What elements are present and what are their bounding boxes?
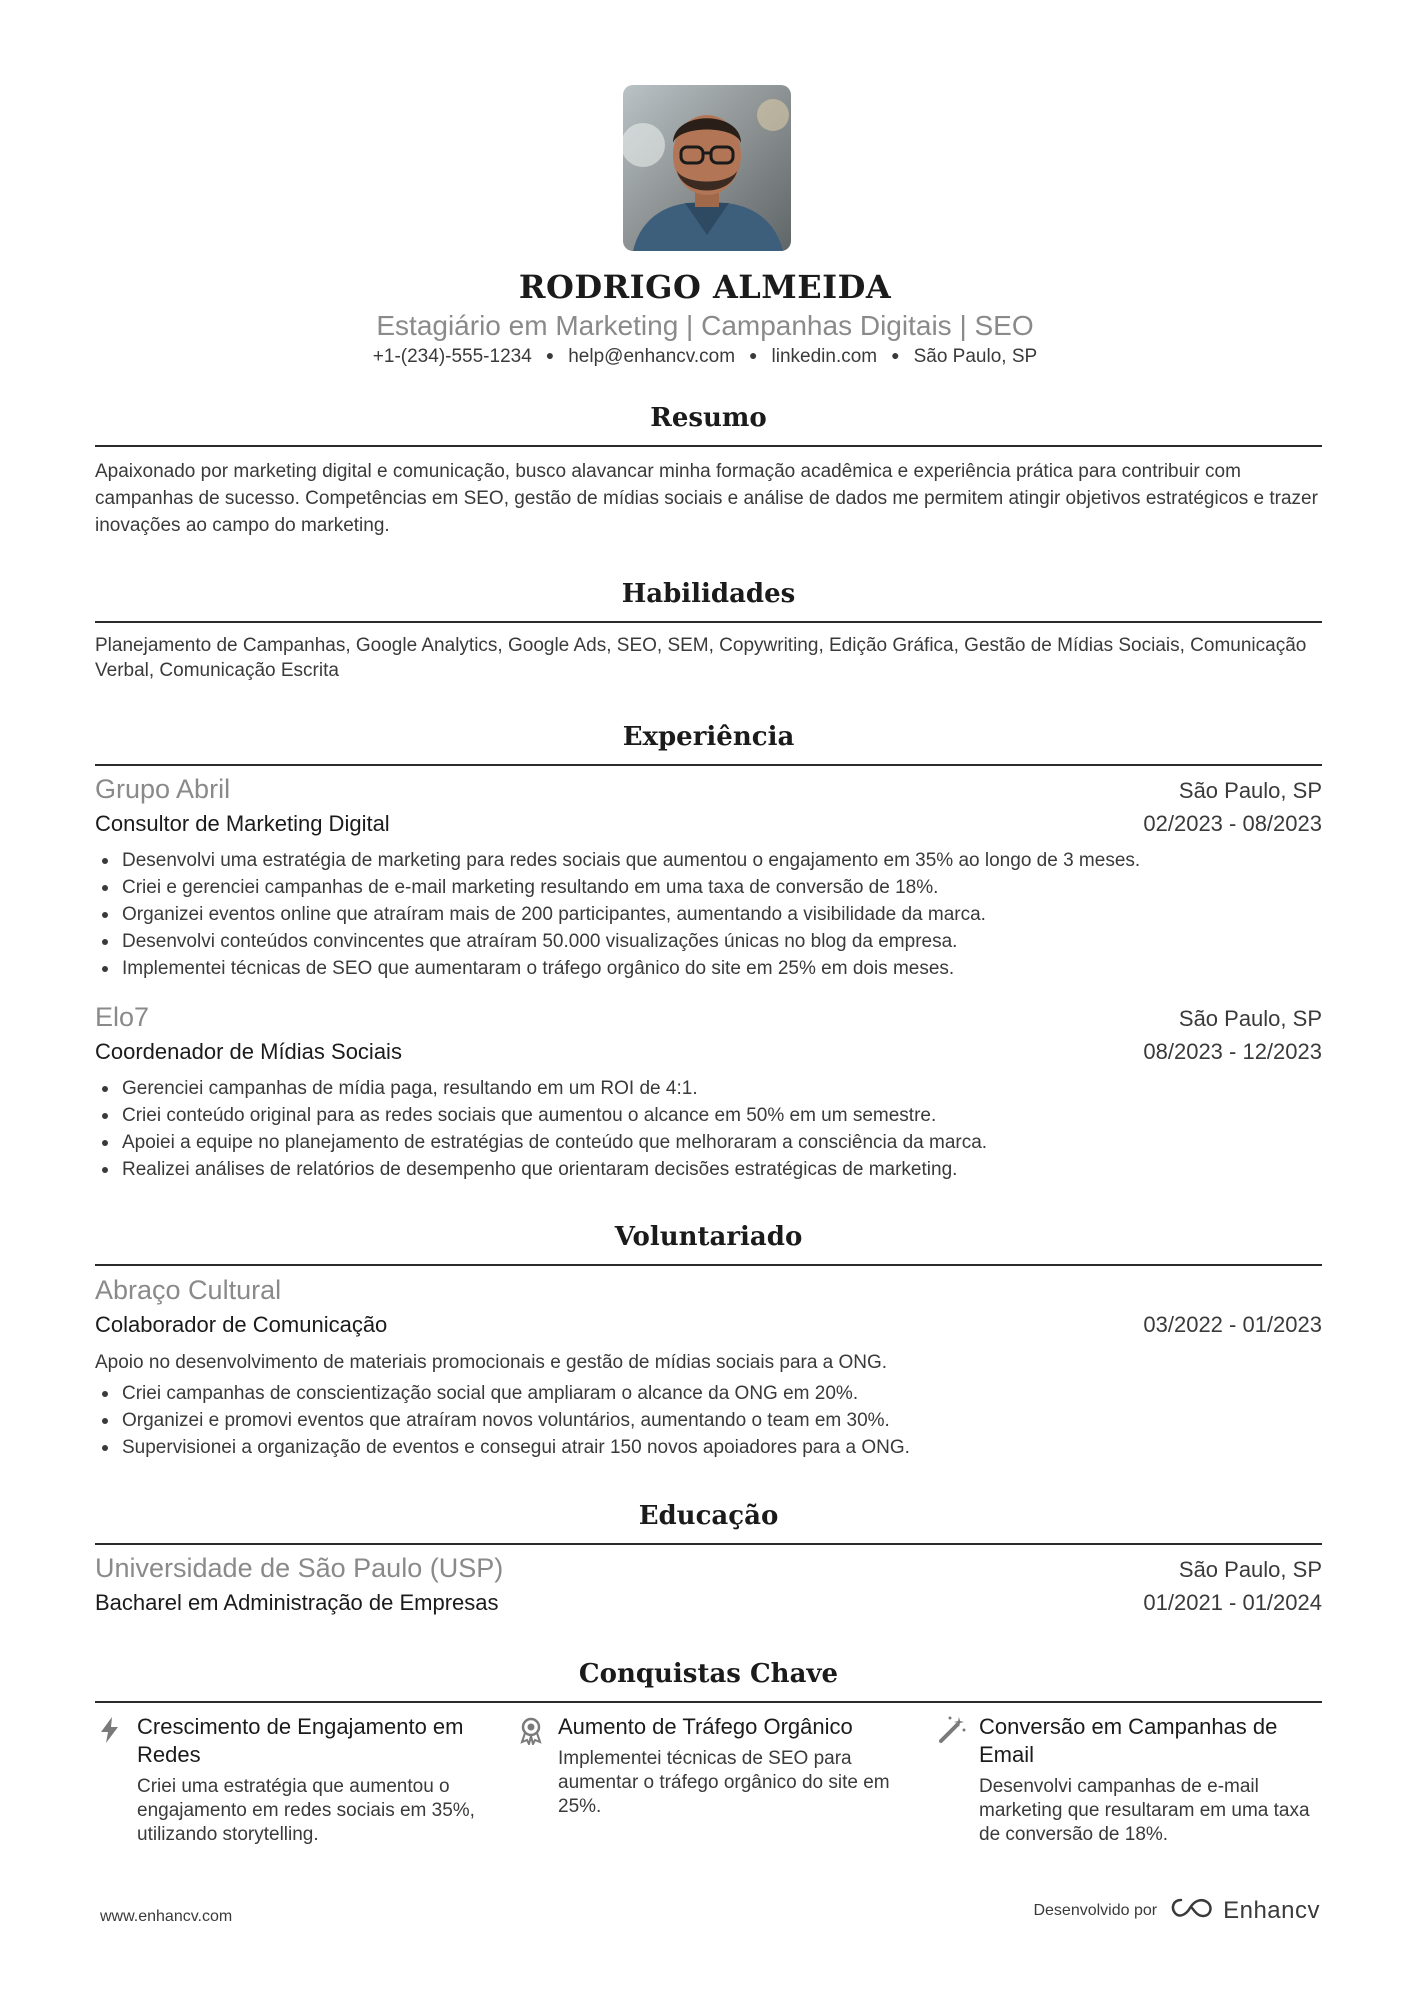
powered-by-label: Desenvolvido por bbox=[1033, 1901, 1158, 1919]
section-divider bbox=[95, 1264, 1322, 1266]
list-item: Criei campanhas de conscientização social que ampliaram o alcance da ONG em 20%. bbox=[95, 1380, 1322, 1407]
enhancv-logo-icon bbox=[1169, 1896, 1215, 1925]
education-header bbox=[95, 1553, 1322, 1584]
job-header bbox=[95, 774, 1322, 805]
volunteer-description: Apoio no desenvolvimento de materiais promocionais e gestão de mídias sociais para a ONG. bbox=[95, 1352, 888, 1373]
section-title-volunteering: Voluntariado bbox=[614, 1222, 803, 1252]
job-header bbox=[95, 1002, 1322, 1033]
candidate-name: RODRIGO ALMEIDA bbox=[518, 268, 892, 306]
list-item: Criei conteúdo original para as redes sociais que aumentou o alcance em 50% em um semestre. bbox=[95, 1102, 1322, 1129]
list-item: Criei e gerenciei campanhas de e-mail marketing resultando em uma taxa de conversão de 18%. bbox=[95, 874, 1322, 901]
email: help@enhancv.com bbox=[568, 346, 736, 367]
separator-dot: ● bbox=[545, 347, 555, 363]
location: São Paulo, SP bbox=[913, 346, 1038, 367]
job-bullets bbox=[95, 1075, 1322, 1183]
footer-branding bbox=[1033, 1896, 1320, 1925]
phone: +1-(234)-555-1234 bbox=[372, 346, 532, 367]
job-location: São Paulo, SP bbox=[1178, 778, 1322, 803]
headline: Estagiário em Marketing | Campanhas Digitais | SEO bbox=[376, 310, 1034, 341]
section-divider bbox=[95, 764, 1322, 766]
job-location: São Paulo, SP bbox=[1178, 1006, 1322, 1031]
volunteer-bullets bbox=[95, 1380, 1322, 1461]
section-divider bbox=[95, 445, 1322, 447]
education-subheader bbox=[95, 1590, 1322, 1616]
footer-website[interactable]: www.enhancv.com bbox=[100, 1908, 233, 1925]
volunteer-subheader bbox=[95, 1312, 1322, 1338]
section-title-skills: Habilidades bbox=[621, 579, 796, 609]
school-location: São Paulo, SP bbox=[1178, 1557, 1322, 1582]
separator-dot: ● bbox=[749, 347, 758, 363]
school-name: Universidade de São Paulo (USP) bbox=[95, 1553, 504, 1583]
lightning-icon bbox=[95, 1715, 125, 1745]
list-item: Organizei eventos online que atraíram mais de 200 participantes, aumentando a visibilidade da marca. bbox=[95, 901, 1322, 928]
achievement-title: Conversão em Campanhas de Email bbox=[979, 1714, 1278, 1767]
list-item: Desenvolvi uma estratégia de marketing para redes sociais que aumentou o engajamento em 35% ao longo de 3 meses. bbox=[95, 847, 1322, 874]
section-divider bbox=[95, 1701, 1322, 1703]
list-item: Desenvolvi conteúdos convincentes que atraíram 50.000 visualizações únicas no blog da empresa. bbox=[95, 928, 1322, 955]
brand-name: Enhancv bbox=[1223, 1896, 1320, 1924]
job-dates: 02/2023 - 08/2023 bbox=[1143, 811, 1322, 836]
volunteer-org: Abraço Cultural bbox=[95, 1275, 282, 1305]
section-divider bbox=[95, 1543, 1322, 1545]
summary-text: Apaixonado por marketing digital e comunicação, busco alavancar minha formação acadêmica e experiência prática para contribuir com campanhas de sucesso. Competências em SEO, gestão de mídias sociais e análise de dados me permitem atingir objetivos estratégicos e trazer inovações ao campo do marketing. bbox=[95, 461, 1318, 536]
award-ribbon-icon bbox=[516, 1715, 546, 1745]
list-item: Organizei e promovi eventos que atraíram novos voluntários, aumentando o team em 30%. bbox=[95, 1407, 1322, 1434]
job-dates: 08/2023 - 12/2023 bbox=[1143, 1039, 1322, 1064]
section-title-education: Educação bbox=[638, 1501, 779, 1531]
skills-text: Planejamento de Campanhas, Google Analytics, Google Ads, SEO, SEM, Copywriting, Edição Gráfica, Gestão de Mídias Sociais, Comunicação Verbal, Comunicação Escrita bbox=[95, 635, 1307, 681]
job-subheader bbox=[95, 1039, 1322, 1065]
achievement-title: Aumento de Tráfego Orgânico bbox=[558, 1714, 853, 1739]
list-item: Apoiei a equipe no planejamento de estratégias de conteúdo que melhoraram a consciência da marca. bbox=[95, 1129, 1322, 1156]
company-name: Grupo Abril bbox=[95, 774, 231, 804]
list-item: Realizei análises de relatórios de desempenho que orientaram decisões estratégicas de marketing. bbox=[95, 1156, 1322, 1183]
section-title-achievements: Conquistas Chave bbox=[578, 1659, 839, 1689]
section-title-experience: Experiência bbox=[622, 722, 795, 752]
section-title-summary: Resumo bbox=[650, 403, 767, 433]
achievement-text: Implementei técnicas de SEO para aumentar o tráfego orgânico do site em 25%. bbox=[558, 1748, 890, 1817]
list-item: Gerenciei campanhas de mídia paga, resultando em um ROI de 4:1. bbox=[95, 1075, 1322, 1102]
magic-wand-icon bbox=[937, 1715, 967, 1745]
separator-dot: ● bbox=[891, 347, 900, 363]
company-name: Elo7 bbox=[95, 1002, 150, 1032]
job-subheader bbox=[95, 811, 1322, 837]
list-item: Implementei técnicas de SEO que aumentaram o tráfego orgânico do site em 25% em dois meses. bbox=[95, 955, 1322, 982]
degree: Bacharel em Administração de Empresas bbox=[95, 1590, 499, 1615]
achievement-title: Crescimento de Engajamento em Redes bbox=[137, 1714, 464, 1767]
contact-line bbox=[0, 346, 1410, 368]
education-dates: 01/2021 - 01/2024 bbox=[1143, 1590, 1322, 1615]
achievement-text: Criei uma estratégia que aumentou o engajamento em redes sociais em 35%, utilizando storytelling. bbox=[137, 1776, 475, 1845]
list-item: Supervisionei a organização de eventos e consegui atrair 150 novos apoiadores para a ONG. bbox=[95, 1434, 1322, 1461]
job-title: Consultor de Marketing Digital bbox=[95, 811, 390, 836]
job-bullets bbox=[95, 847, 1322, 982]
volunteer-header bbox=[95, 1275, 1322, 1306]
volunteer-dates: 03/2022 - 01/2023 bbox=[1143, 1312, 1322, 1337]
linkedin: linkedin.com bbox=[771, 346, 878, 367]
volunteer-role: Colaborador de Comunicação bbox=[95, 1312, 388, 1337]
achievement-text: Desenvolvi campanhas de e-mail marketing que resultaram em uma taxa de conversão de 18%. bbox=[979, 1776, 1310, 1845]
profile-photo bbox=[623, 85, 791, 251]
job-title: Coordenador de Mídias Sociais bbox=[95, 1039, 402, 1064]
section-divider bbox=[95, 621, 1322, 623]
